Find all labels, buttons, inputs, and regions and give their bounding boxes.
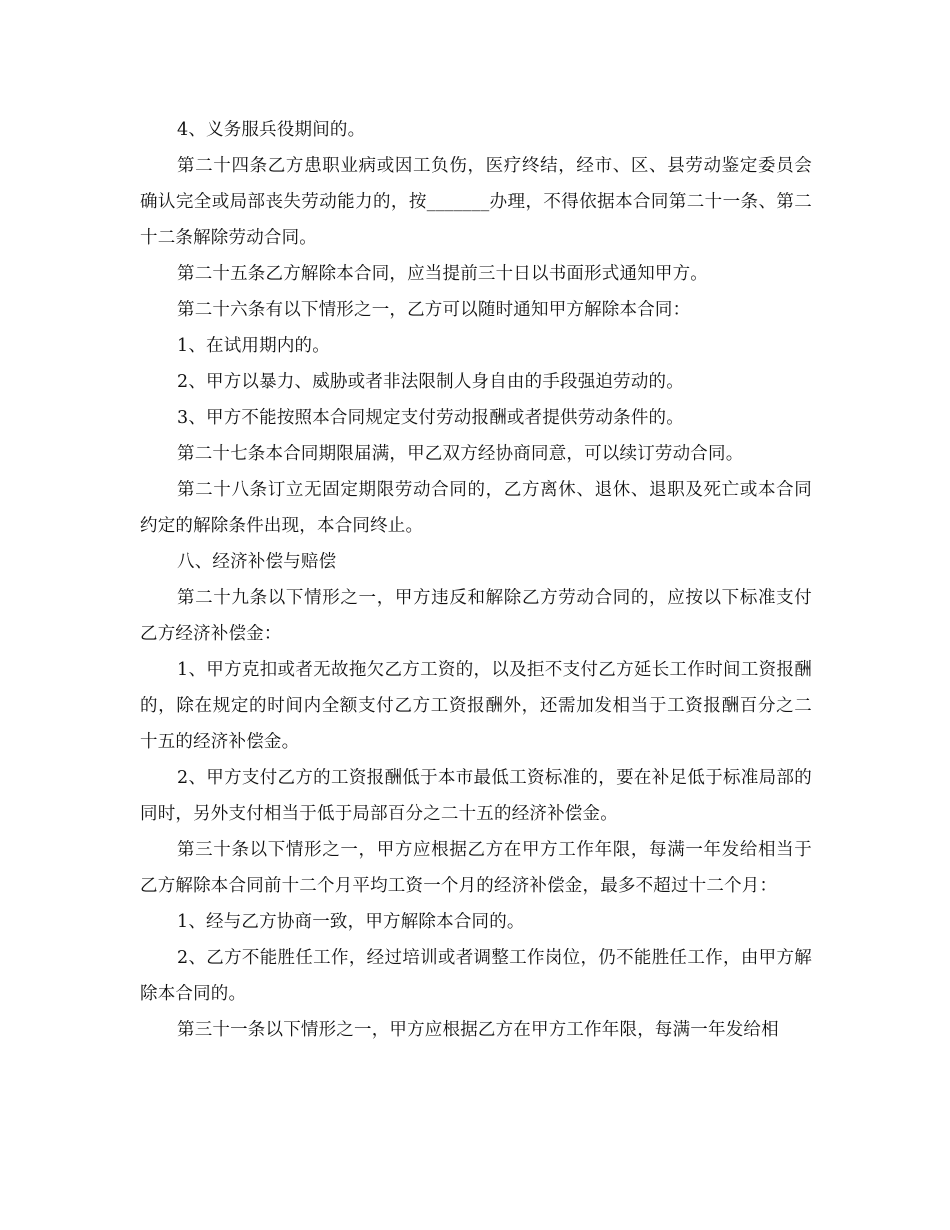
- paragraph-article-27: 第二十七条本合同期限届满，甲乙双方经协商同意，可以续订劳动合同。: [177, 444, 744, 464]
- paragraph-article-29-item-2: 2、甲方支付乙方的工资报酬低于本市最低工资标准的，要在补足低于标准局部的同时，另外支付相当于低于局部百分之二十五的经济补偿金。: [140, 768, 812, 824]
- paragraph-article-29: 第二十九条以下情形之一，甲方违反和解除乙方劳动合同的，应按以下标准支付乙方经济补偿金：: [140, 588, 812, 644]
- paragraph-article-26-item-2: 2、甲方以暴力、威胁或者非法限制人身自由的手段强迫劳动的。: [177, 372, 684, 392]
- paragraph-article-30: 第三十条以下情形之一，甲方应根据乙方在甲方工作年限，每满一年发给相当于乙方解除本合同前十二个月平均工资一个月的经济补偿金，最多不超过十二个月：: [140, 840, 812, 896]
- paragraph-article-29-item-1: 1、甲方克扣或者无故拖欠乙方工资的，以及拒不支付乙方延长工作时间工资报酬的，除在规定的时间内全额支付乙方工资报酬外，还需加发相当于工资报酬百分之二十五的经济补偿金。: [140, 660, 812, 752]
- document-body: [140, 112, 812, 1048]
- section-heading-compensation: 八、经济补偿与赔偿: [177, 552, 337, 572]
- paragraph-article-26: 第二十六条有以下情形之一，乙方可以随时通知甲方解除本合同：: [177, 300, 691, 320]
- paragraph-article-28: 第二十八条订立无固定期限劳动合同的，乙方离休、退休、退职及死亡或本合同约定的解除条件出现，本合同终止。: [140, 480, 812, 536]
- paragraph-article-25: 第二十五条乙方解除本合同，应当提前三十日以书面形式通知甲方。: [177, 264, 708, 284]
- paragraph-article-26-item-3: 3、甲方不能按照本合同规定支付劳动报酬或者提供劳动条件的。: [177, 408, 684, 428]
- paragraph-article-24: 第二十四条乙方患职业病或因工负伤，医疗终结，经市、区、县劳动鉴定委员会确认完全或局部丧失劳动能力的，按_______办理，不得依据本合同第二十一条、第二十二条解除劳动合同。: [140, 156, 812, 248]
- paragraph-military-service: 4、义务服兵役期间的。: [177, 120, 366, 140]
- paragraph-article-30-item-1: 1、经与乙方协商一致，甲方解除本合同的。: [177, 912, 525, 932]
- paragraph-article-30-item-2: 2、乙方不能胜任工作，经过培训或者调整工作岗位，仍不能胜任工作，由甲方解除本合同的。: [140, 948, 812, 1004]
- paragraph-article-31: 第三十一条以下情形之一，甲方应根据乙方在甲方工作年限，每满一年发给相: [177, 1020, 779, 1040]
- paragraph-article-26-item-1: 1、在试用期内的。: [177, 336, 330, 356]
